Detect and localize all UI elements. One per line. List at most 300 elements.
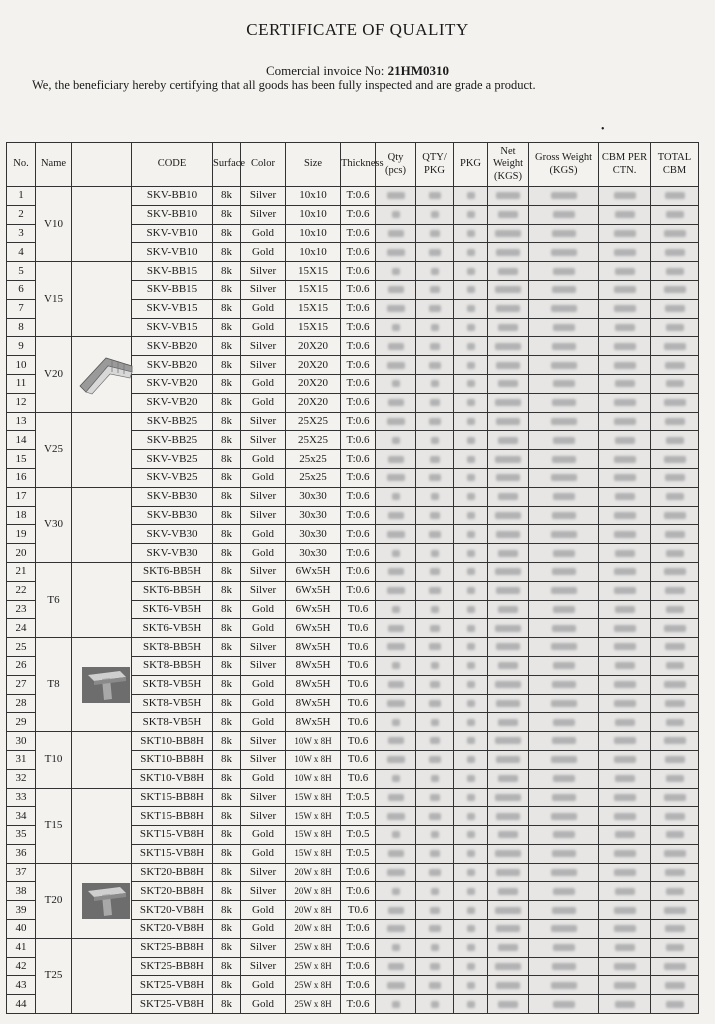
- gross-weight-redacted: [529, 938, 599, 957]
- cbm-per-ctn-redacted: [599, 807, 651, 826]
- redaction-block: [614, 737, 636, 744]
- qty-redacted: [376, 844, 416, 863]
- surface-finish: 8k: [213, 262, 241, 281]
- total-cbm-redacted: [651, 920, 699, 939]
- redaction-block: [614, 456, 636, 463]
- size-value: 25W x 8H: [286, 976, 341, 995]
- surface-finish: 8k: [213, 732, 241, 751]
- redaction-block: [614, 286, 636, 293]
- qty-per-pkg-redacted: [416, 487, 454, 506]
- color-value: Gold: [241, 920, 286, 939]
- row-number: 18: [7, 506, 36, 525]
- size-value: 20W x 8H: [286, 901, 341, 920]
- qty-per-pkg-redacted: [416, 412, 454, 431]
- total-cbm-redacted: [651, 995, 699, 1014]
- redaction-block: [664, 230, 686, 237]
- qty-redacted: [376, 374, 416, 393]
- total-cbm-redacted: [651, 750, 699, 769]
- qty-per-pkg-redacted: [416, 356, 454, 375]
- redaction-block: [430, 625, 440, 632]
- row-number: 34: [7, 807, 36, 826]
- redaction-block: [498, 831, 518, 838]
- redaction-block: [467, 399, 475, 406]
- gross-weight-redacted: [529, 318, 599, 337]
- redaction-block: [467, 493, 475, 500]
- redaction-block: [615, 437, 635, 444]
- table-row: [7, 337, 699, 356]
- redaction-block: [467, 737, 475, 744]
- redaction-block: [665, 756, 685, 763]
- product-image-cell: [72, 187, 132, 262]
- redaction-block: [429, 531, 441, 538]
- thickness-value: T0.6: [341, 638, 376, 657]
- redaction-block: [614, 343, 636, 350]
- color-value: Silver: [241, 788, 286, 807]
- total-cbm-redacted: [651, 299, 699, 318]
- product-image-cell: [72, 487, 132, 562]
- qty-redacted: [376, 995, 416, 1014]
- redaction-block: [467, 643, 475, 650]
- redaction-block: [614, 418, 636, 425]
- total-cbm-redacted: [651, 844, 699, 863]
- size-value: 15X15: [286, 299, 341, 318]
- table-row: [7, 863, 699, 882]
- product-image-cell: [72, 938, 132, 1013]
- redaction-block: [495, 399, 521, 406]
- cbm-per-ctn-redacted: [599, 262, 651, 281]
- thickness-value: T:0.6: [341, 318, 376, 337]
- header-size: Size: [286, 143, 341, 187]
- gross-weight-redacted: [529, 995, 599, 1014]
- color-value: Gold: [241, 393, 286, 412]
- redaction-block: [467, 437, 475, 444]
- qty-per-pkg-redacted: [416, 807, 454, 826]
- qty-per-pkg-redacted: [416, 995, 454, 1014]
- redaction-block: [467, 719, 475, 726]
- redaction-block: [430, 681, 440, 688]
- qty-redacted: [376, 224, 416, 243]
- redaction-block: [615, 324, 635, 331]
- gross-weight-redacted: [529, 356, 599, 375]
- redaction-block: [392, 550, 400, 557]
- redaction-block: [553, 662, 575, 669]
- net-weight-redacted: [488, 619, 529, 638]
- redaction-block: [392, 380, 400, 387]
- table-row: [7, 487, 699, 506]
- qty-redacted: [376, 506, 416, 525]
- cbm-per-ctn-redacted: [599, 224, 651, 243]
- redaction-block: [666, 380, 684, 387]
- pkg-redacted: [454, 600, 488, 619]
- size-value: 8Wx5H: [286, 638, 341, 657]
- redaction-block: [467, 249, 475, 256]
- redaction-block: [429, 587, 441, 594]
- qty-per-pkg-redacted: [416, 619, 454, 638]
- color-value: Silver: [241, 807, 286, 826]
- net-weight-redacted: [488, 844, 529, 863]
- pkg-redacted: [454, 356, 488, 375]
- thickness-value: T:0.6: [341, 882, 376, 901]
- surface-finish: 8k: [213, 224, 241, 243]
- redaction-block: [388, 512, 404, 519]
- redaction-block: [387, 587, 405, 594]
- redaction-block: [431, 888, 439, 895]
- color-value: Silver: [241, 262, 286, 281]
- qty-redacted: [376, 356, 416, 375]
- color-value: Silver: [241, 412, 286, 431]
- redaction-block: [496, 643, 520, 650]
- redaction-block: [553, 606, 575, 613]
- total-cbm-redacted: [651, 976, 699, 995]
- redaction-block: [552, 850, 576, 857]
- redaction-block: [498, 775, 518, 782]
- surface-finish: 8k: [213, 374, 241, 393]
- surface-finish: 8k: [213, 243, 241, 262]
- redaction-block: [553, 268, 575, 275]
- surface-finish: 8k: [213, 976, 241, 995]
- product-image-cell: [72, 863, 132, 938]
- pkg-redacted: [454, 243, 488, 262]
- color-value: Gold: [241, 844, 286, 863]
- redaction-block: [387, 362, 405, 369]
- cbm-per-ctn-redacted: [599, 901, 651, 920]
- qty-redacted: [376, 544, 416, 563]
- size-value: 10x10: [286, 224, 341, 243]
- row-number: 21: [7, 562, 36, 581]
- redaction-block: [467, 531, 475, 538]
- qty-per-pkg-redacted: [416, 957, 454, 976]
- redaction-block: [431, 437, 439, 444]
- row-number: 13: [7, 412, 36, 431]
- redaction-block: [498, 606, 518, 613]
- color-value: Silver: [241, 487, 286, 506]
- qty-per-pkg-redacted: [416, 675, 454, 694]
- qty-per-pkg-redacted: [416, 562, 454, 581]
- color-value: Gold: [241, 694, 286, 713]
- pkg-redacted: [454, 562, 488, 581]
- gross-weight-redacted: [529, 337, 599, 356]
- redaction-block: [387, 474, 405, 481]
- net-weight-redacted: [488, 544, 529, 563]
- size-value: 20X20: [286, 393, 341, 412]
- redaction-block: [614, 681, 636, 688]
- product-code: SKT25-VB8H: [132, 995, 213, 1014]
- gross-weight-redacted: [529, 826, 599, 845]
- qty-redacted: [376, 468, 416, 487]
- redaction-block: [666, 211, 684, 218]
- redaction-block: [467, 963, 475, 970]
- product-code: SKT6-BB5H: [132, 581, 213, 600]
- redaction-block: [495, 681, 521, 688]
- redaction-block: [431, 831, 439, 838]
- gross-weight-redacted: [529, 600, 599, 619]
- redaction-block: [551, 700, 577, 707]
- redaction-block: [467, 418, 475, 425]
- total-cbm-redacted: [651, 337, 699, 356]
- thickness-value: T0.6: [341, 713, 376, 732]
- product-name: T8: [36, 638, 72, 732]
- surface-finish: 8k: [213, 544, 241, 563]
- redaction-block: [552, 963, 576, 970]
- color-value: Silver: [241, 656, 286, 675]
- header-image: [72, 143, 132, 187]
- net-weight-redacted: [488, 675, 529, 694]
- redaction-block: [614, 756, 636, 763]
- pkg-redacted: [454, 638, 488, 657]
- qty-per-pkg-redacted: [416, 826, 454, 845]
- row-number: 40: [7, 920, 36, 939]
- redaction-block: [614, 305, 636, 312]
- net-weight-redacted: [488, 506, 529, 525]
- gross-weight-redacted: [529, 299, 599, 318]
- thickness-value: T:0.5: [341, 826, 376, 845]
- redaction-block: [664, 963, 686, 970]
- size-value: 20X20: [286, 337, 341, 356]
- redaction-block: [431, 493, 439, 500]
- color-value: Silver: [241, 581, 286, 600]
- gross-weight-redacted: [529, 750, 599, 769]
- size-value: 10W x 8H: [286, 732, 341, 751]
- color-value: Gold: [241, 318, 286, 337]
- thickness-value: T0.6: [341, 750, 376, 769]
- surface-finish: 8k: [213, 656, 241, 675]
- net-weight-redacted: [488, 750, 529, 769]
- pkg-redacted: [454, 694, 488, 713]
- qty-redacted: [376, 769, 416, 788]
- qty-per-pkg-redacted: [416, 732, 454, 751]
- redaction-block: [496, 756, 520, 763]
- table-row: [7, 732, 699, 751]
- color-value: Gold: [241, 901, 286, 920]
- redaction-block: [665, 643, 685, 650]
- row-number: 37: [7, 863, 36, 882]
- row-number: 26: [7, 656, 36, 675]
- qty-redacted: [376, 450, 416, 469]
- redaction-block: [467, 944, 475, 951]
- redaction-block: [553, 437, 575, 444]
- surface-finish: 8k: [213, 487, 241, 506]
- row-number: 17: [7, 487, 36, 506]
- redaction-block: [388, 907, 404, 914]
- pkg-redacted: [454, 920, 488, 939]
- net-weight-redacted: [488, 732, 529, 751]
- color-value: Silver: [241, 356, 286, 375]
- surface-finish: 8k: [213, 807, 241, 826]
- redaction-block: [429, 474, 441, 481]
- redaction-block: [467, 606, 475, 613]
- redaction-block: [429, 362, 441, 369]
- product-code: SKT6-VB5H: [132, 619, 213, 638]
- redaction-block: [665, 587, 685, 594]
- redaction-block: [387, 982, 405, 989]
- size-value: 30x30: [286, 506, 341, 525]
- redaction-block: [392, 775, 400, 782]
- pkg-redacted: [454, 262, 488, 281]
- redaction-block: [498, 493, 518, 500]
- redaction-block: [553, 944, 575, 951]
- product-name: T20: [36, 863, 72, 938]
- redaction-block: [429, 813, 441, 820]
- thickness-value: T:0.6: [341, 938, 376, 957]
- redaction-block: [498, 1001, 518, 1008]
- pkg-redacted: [454, 938, 488, 957]
- size-value: 25X25: [286, 431, 341, 450]
- redaction-block: [614, 982, 636, 989]
- net-weight-redacted: [488, 656, 529, 675]
- redaction-block: [498, 268, 518, 275]
- redaction-block: [664, 794, 686, 801]
- surface-finish: 8k: [213, 957, 241, 976]
- redaction-block: [431, 380, 439, 387]
- redaction-block: [392, 944, 400, 951]
- redaction-block: [467, 268, 475, 275]
- total-cbm-redacted: [651, 656, 699, 675]
- row-number: 30: [7, 732, 36, 751]
- redaction-block: [495, 286, 521, 293]
- cbm-per-ctn-redacted: [599, 995, 651, 1014]
- product-code: SKT15-VB8H: [132, 826, 213, 845]
- product-code: SKV-BB25: [132, 431, 213, 450]
- thickness-value: T0.6: [341, 619, 376, 638]
- total-cbm-redacted: [651, 412, 699, 431]
- size-value: 15X15: [286, 280, 341, 299]
- redaction-block: [429, 305, 441, 312]
- surface-finish: 8k: [213, 882, 241, 901]
- redaction-block: [498, 324, 518, 331]
- redaction-block: [614, 512, 636, 519]
- redaction-block: [431, 775, 439, 782]
- size-value: 20W x 8H: [286, 863, 341, 882]
- net-weight-redacted: [488, 450, 529, 469]
- thickness-value: T:0.6: [341, 431, 376, 450]
- qty-redacted: [376, 393, 416, 412]
- redaction-block: [614, 794, 636, 801]
- redaction-block: [467, 775, 475, 782]
- row-number: 29: [7, 713, 36, 732]
- color-value: Gold: [241, 299, 286, 318]
- redaction-block: [467, 982, 475, 989]
- redaction-block: [431, 550, 439, 557]
- size-value: 15W x 8H: [286, 844, 341, 863]
- product-code: SKV-VB30: [132, 525, 213, 544]
- redaction-block: [665, 249, 685, 256]
- pkg-redacted: [454, 525, 488, 544]
- pkg-redacted: [454, 205, 488, 224]
- total-cbm-redacted: [651, 562, 699, 581]
- size-value: 30x30: [286, 487, 341, 506]
- net-weight-redacted: [488, 431, 529, 450]
- row-number: 38: [7, 882, 36, 901]
- redaction-block: [430, 512, 440, 519]
- gross-weight-redacted: [529, 525, 599, 544]
- net-weight-redacted: [488, 262, 529, 281]
- redaction-block: [388, 625, 404, 632]
- redaction-block: [553, 211, 575, 218]
- redaction-block: [467, 474, 475, 481]
- pkg-redacted: [454, 882, 488, 901]
- redaction-block: [431, 268, 439, 275]
- gross-weight-redacted: [529, 280, 599, 299]
- table-row: [7, 412, 699, 431]
- product-code: SKV-BB10: [132, 187, 213, 206]
- qty-redacted: [376, 656, 416, 675]
- net-weight-redacted: [488, 863, 529, 882]
- surface-finish: 8k: [213, 844, 241, 863]
- product-code: SKT6-BB5H: [132, 562, 213, 581]
- row-number: 6: [7, 280, 36, 299]
- redaction-block: [614, 587, 636, 594]
- product-code: SKV-BB15: [132, 262, 213, 281]
- total-cbm-redacted: [651, 280, 699, 299]
- gross-weight-redacted: [529, 694, 599, 713]
- product-code: SKT10-BB8H: [132, 750, 213, 769]
- redaction-block: [551, 305, 577, 312]
- redaction-block: [496, 362, 520, 369]
- redaction-block: [666, 1001, 684, 1008]
- redaction-block: [615, 831, 635, 838]
- qty-per-pkg-redacted: [416, 863, 454, 882]
- cbm-per-ctn-redacted: [599, 412, 651, 431]
- total-cbm-redacted: [651, 882, 699, 901]
- row-number: 28: [7, 694, 36, 713]
- total-cbm-redacted: [651, 487, 699, 506]
- redaction-block: [495, 850, 521, 857]
- redaction-block: [615, 662, 635, 669]
- net-weight-redacted: [488, 600, 529, 619]
- pkg-redacted: [454, 412, 488, 431]
- cbm-per-ctn-redacted: [599, 844, 651, 863]
- size-value: 8Wx5H: [286, 713, 341, 732]
- pkg-redacted: [454, 487, 488, 506]
- row-number: 22: [7, 581, 36, 600]
- color-value: Gold: [241, 600, 286, 619]
- redaction-block: [467, 831, 475, 838]
- color-value: Silver: [241, 863, 286, 882]
- redaction-block: [552, 907, 576, 914]
- total-cbm-redacted: [651, 205, 699, 224]
- redaction-block: [431, 719, 439, 726]
- pkg-redacted: [454, 976, 488, 995]
- color-value: Gold: [241, 995, 286, 1014]
- redaction-block: [496, 700, 520, 707]
- size-value: 30x30: [286, 544, 341, 563]
- product-name: T15: [36, 788, 72, 863]
- cbm-per-ctn-redacted: [599, 544, 651, 563]
- redaction-block: [387, 249, 405, 256]
- product-code: SKT20-BB8H: [132, 882, 213, 901]
- redaction-block: [666, 493, 684, 500]
- product-code: SKT20-VB8H: [132, 901, 213, 920]
- total-cbm-redacted: [651, 807, 699, 826]
- size-value: 8Wx5H: [286, 694, 341, 713]
- size-value: 15W x 8H: [286, 826, 341, 845]
- size-value: 15W x 8H: [286, 788, 341, 807]
- surface-finish: 8k: [213, 863, 241, 882]
- redaction-block: [431, 1001, 439, 1008]
- redaction-block: [615, 550, 635, 557]
- redaction-block: [467, 286, 475, 293]
- surface-finish: 8k: [213, 356, 241, 375]
- qty-per-pkg-redacted: [416, 750, 454, 769]
- size-value: 25W x 8H: [286, 995, 341, 1014]
- redaction-block: [664, 512, 686, 519]
- gross-weight-redacted: [529, 205, 599, 224]
- product-code: SKV-VB10: [132, 243, 213, 262]
- surface-finish: 8k: [213, 525, 241, 544]
- cbm-per-ctn-redacted: [599, 299, 651, 318]
- cbm-per-ctn-redacted: [599, 562, 651, 581]
- redaction-block: [495, 512, 521, 519]
